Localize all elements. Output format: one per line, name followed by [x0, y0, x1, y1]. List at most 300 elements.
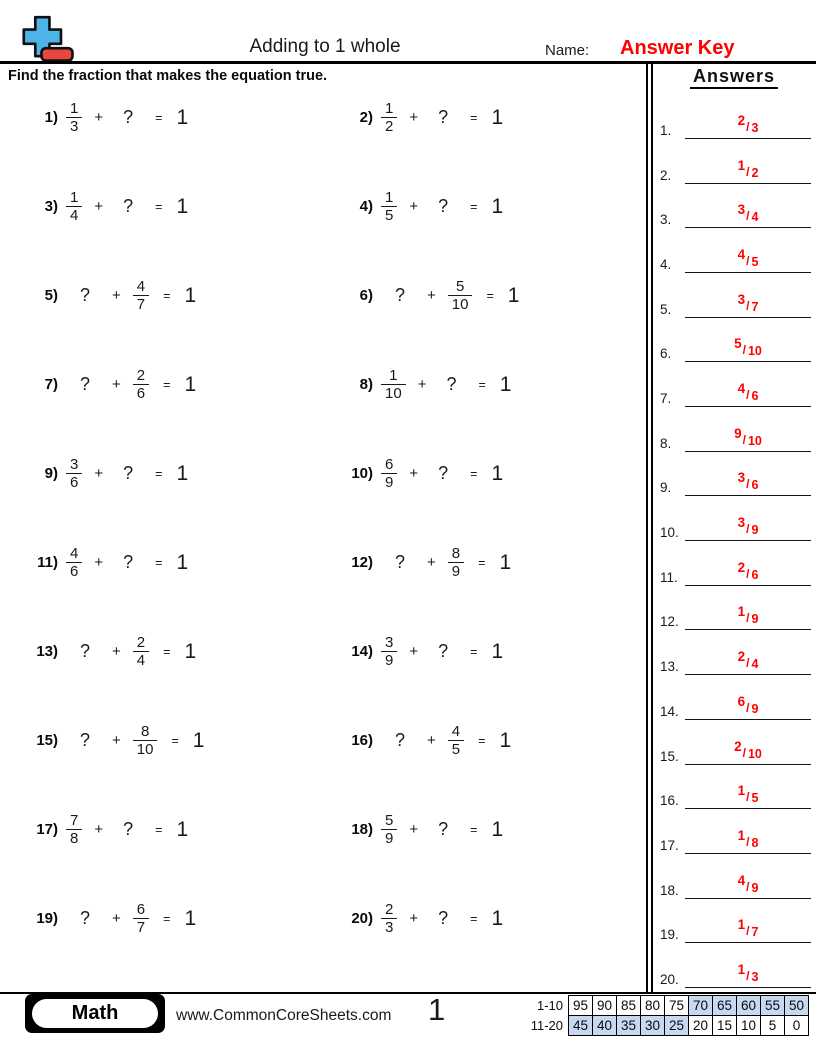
fraction	[133, 723, 158, 759]
whole-one: 1	[176, 194, 189, 218]
answer-blank-line	[685, 361, 811, 362]
answer-fraction	[685, 917, 811, 940]
website-url: www.CommonCoreSheets.com	[176, 1007, 392, 1024]
equals-sign: =	[470, 466, 478, 481]
whole-one: 1	[184, 906, 197, 930]
whole-one: 1	[491, 906, 504, 930]
answer-blank-line	[685, 853, 811, 854]
fraction	[66, 545, 82, 581]
unknown-question-mark: ?	[80, 908, 91, 928]
answer-number: 1.	[660, 123, 672, 138]
equals-sign: =	[470, 644, 478, 659]
whole-one: 1	[499, 550, 512, 574]
fraction-numerator: 5	[385, 811, 394, 829]
plus-operator: +	[94, 554, 104, 571]
score-cell: 85	[617, 996, 641, 1016]
answer-blank-line	[685, 764, 811, 765]
problem-1	[22, 73, 327, 162]
answer-fraction	[685, 202, 811, 225]
fraction-numerator: 4	[136, 277, 146, 295]
plus-operator: +	[112, 643, 121, 660]
fraction	[133, 367, 149, 403]
unknown-question-mark: ?	[123, 107, 134, 127]
problem-number: 10)	[351, 465, 373, 482]
fraction-numerator: 2	[385, 900, 394, 918]
subject-badge	[25, 994, 165, 1033]
answer-number: 15.	[660, 748, 679, 764]
fraction-denominator: 3	[66, 117, 82, 135]
answer-blank-line	[685, 406, 811, 407]
fraction	[66, 812, 82, 848]
fraction-slash: /	[746, 656, 750, 671]
score-cell: 60	[737, 996, 761, 1016]
answer-denominator: 9	[751, 701, 759, 716]
score-cell: 55	[761, 996, 785, 1016]
equals-sign: =	[155, 822, 163, 837]
problem-16	[337, 696, 642, 785]
fraction-numerator: 6	[136, 900, 146, 918]
fraction-denominator: 10	[133, 740, 158, 758]
answer-blank-line	[685, 272, 811, 273]
problem-number: 19)	[36, 910, 58, 927]
answer-number: 11.	[660, 569, 678, 585]
unknown-question-mark: ?	[395, 285, 406, 305]
answer-numerator: 5	[734, 336, 742, 352]
fraction-denominator: 10	[448, 295, 473, 313]
answer-row-17	[656, 820, 814, 854]
answer-numerator: 4	[737, 872, 746, 888]
problem-8	[337, 340, 642, 429]
fraction-slash: /	[746, 611, 750, 626]
answer-fraction	[685, 113, 811, 136]
plus-operator: +	[417, 376, 427, 393]
fraction-numerator: 4	[70, 544, 79, 562]
fraction-slash: /	[746, 700, 750, 715]
answer-numerator: 1	[737, 917, 746, 933]
problem-number: 14)	[351, 643, 373, 660]
problem-number: 13)	[36, 643, 58, 660]
unknown-question-mark: ?	[438, 107, 449, 127]
answer-numerator: 3	[737, 291, 746, 307]
answer-denominator: 4	[751, 210, 759, 225]
plus-operator: +	[409, 198, 419, 215]
answer-row-11	[656, 552, 814, 586]
answer-number: 6.	[660, 346, 672, 362]
score-cell: 10	[737, 1016, 761, 1036]
answer-denominator: 10	[747, 746, 762, 761]
score-cell: 75	[665, 996, 689, 1016]
answer-key-text: Answer Key	[620, 37, 735, 59]
problem-number: 5)	[44, 287, 58, 304]
answer-blank-line	[685, 719, 811, 720]
answer-fraction	[685, 872, 811, 896]
answer-denominator: 7	[751, 299, 759, 314]
problem-number: 11)	[37, 554, 58, 571]
problem-number: 3)	[44, 198, 58, 215]
fraction-numerator: 4	[451, 722, 461, 740]
fraction-numerator: 2	[136, 366, 146, 384]
answer-fraction	[685, 693, 811, 717]
answer-denominator: 7	[751, 925, 759, 940]
answer-row-2	[656, 150, 814, 184]
fraction-denominator: 7	[133, 295, 149, 313]
equals-sign: =	[163, 288, 171, 303]
problem-number: 9)	[44, 465, 58, 482]
answer-row-18	[656, 865, 814, 899]
fraction-denominator: 5	[381, 206, 397, 224]
problem-number: 12)	[351, 554, 373, 571]
answer-numerator: 3	[737, 515, 746, 531]
answer-numerator: 4	[737, 247, 746, 263]
fraction-numerator: 1	[385, 188, 394, 206]
unknown-question-mark: ?	[80, 285, 91, 305]
fraction-slash: /	[746, 298, 750, 313]
unknown-question-mark: ?	[446, 374, 457, 394]
answer-denominator: 9	[751, 612, 759, 627]
score-range-label: 11-20	[530, 1018, 563, 1033]
plus-operator: +	[409, 109, 419, 126]
answer-number: 13.	[660, 659, 679, 675]
fraction-denominator: 10	[381, 384, 406, 402]
answer-denominator: 10	[747, 344, 762, 359]
whole-one: 1	[176, 817, 189, 841]
whole-one: 1	[491, 817, 504, 841]
fraction-denominator: 9	[381, 829, 397, 847]
fraction-numerator: 8	[451, 544, 461, 562]
name-label: Name:	[545, 42, 590, 59]
answer-denominator: 6	[751, 478, 759, 493]
problem-14	[337, 607, 642, 696]
unknown-question-mark: ?	[438, 908, 449, 928]
problem-3	[22, 162, 327, 251]
answer-row-19	[656, 909, 814, 943]
fraction-denominator: 7	[133, 918, 149, 936]
fraction-denominator: 4	[133, 651, 149, 669]
fraction-denominator: 9	[448, 562, 464, 580]
whole-one: 1	[184, 639, 197, 663]
problem-number: 6)	[359, 287, 373, 304]
answer-denominator: 5	[751, 791, 759, 806]
fraction-slash: /	[742, 343, 746, 358]
answer-blank-line	[685, 674, 811, 675]
answer-blank-line	[685, 227, 811, 228]
fraction-numerator: 1	[70, 99, 79, 117]
fraction	[381, 100, 397, 136]
problem-number: 15)	[36, 732, 58, 749]
unknown-question-mark: ?	[123, 819, 134, 839]
answer-numerator: 2	[734, 738, 742, 754]
answer-blank-line	[685, 942, 811, 943]
answer-row-5	[656, 284, 814, 318]
fraction-numerator: 1	[385, 99, 394, 117]
fraction-denominator: 2	[381, 117, 397, 135]
score-cell: 20	[689, 1016, 713, 1036]
answer-numerator: 1	[737, 604, 746, 620]
answer-number: 18.	[660, 882, 679, 898]
answer-blank-line	[685, 183, 811, 184]
equals-sign: =	[478, 377, 486, 392]
fraction-slash: /	[746, 924, 750, 939]
fraction-slash: /	[746, 120, 750, 134]
equals-sign: =	[470, 822, 478, 837]
fraction-slash: /	[746, 477, 750, 492]
score-cell: 0	[785, 1016, 809, 1036]
answer-number: 16.	[660, 793, 679, 809]
answer-denominator: 4	[751, 657, 759, 672]
unknown-question-mark: ?	[438, 463, 449, 483]
problem-number: 18)	[351, 821, 373, 838]
plus-operator: +	[94, 198, 104, 215]
equals-sign: =	[171, 733, 179, 748]
problem-number: 2)	[359, 109, 373, 126]
plus-operator: +	[112, 732, 121, 749]
answer-fraction	[685, 291, 811, 315]
answer-denominator: 9	[751, 523, 759, 538]
fraction-numerator: 2	[136, 633, 146, 651]
answer-numerator: 1	[737, 961, 746, 977]
unknown-question-mark: ?	[80, 641, 91, 661]
problem-number: 20)	[351, 910, 373, 927]
problem-4	[337, 162, 642, 251]
equals-sign: =	[470, 110, 478, 125]
fraction-numerator: 5	[455, 277, 465, 295]
answer-numerator: 1	[737, 157, 746, 173]
answers-title-text: Answers	[690, 66, 778, 89]
answer-fraction	[685, 604, 811, 627]
answer-number: 3.	[660, 212, 672, 228]
answer-fraction	[685, 559, 811, 583]
whole-one: 1	[507, 283, 520, 307]
whole-one: 1	[184, 372, 197, 396]
equals-sign: =	[163, 644, 171, 659]
fraction-denominator: 3	[381, 918, 397, 936]
answer-row-3	[656, 194, 814, 228]
answer-number: 9.	[660, 480, 672, 496]
fraction-numerator: 6	[385, 455, 394, 473]
answer-blank-line	[685, 495, 811, 496]
fraction	[381, 367, 406, 403]
fraction-numerator: 1	[70, 188, 79, 206]
unknown-question-mark: ?	[123, 463, 134, 483]
answer-denominator: 6	[751, 389, 759, 404]
plus-operator: +	[94, 109, 104, 126]
unknown-question-mark: ?	[395, 730, 406, 750]
answer-fraction	[685, 157, 811, 181]
fraction-slash: /	[746, 388, 750, 403]
score-cell: 90	[593, 996, 617, 1016]
whole-one: 1	[184, 283, 197, 307]
plus-operator: +	[427, 287, 436, 304]
plus-operator: +	[112, 376, 121, 393]
unknown-question-mark: ?	[438, 819, 449, 839]
whole-one: 1	[499, 728, 512, 752]
fraction-denominator: 9	[381, 651, 397, 669]
answer-denominator: 3	[751, 969, 759, 984]
unknown-question-mark: ?	[123, 196, 134, 216]
problem-20	[337, 874, 642, 963]
instruction-text: Find the fraction that makes the equation true.	[8, 68, 328, 84]
score-cell: 15	[713, 1016, 737, 1036]
answer-number: 14.	[660, 703, 679, 719]
fraction-slash: /	[746, 209, 750, 224]
answer-fraction	[685, 827, 811, 851]
answer-number: 12.	[660, 614, 679, 630]
problem-7	[22, 340, 327, 429]
whole-one: 1	[499, 372, 512, 396]
answer-fraction	[685, 381, 811, 404]
fraction	[133, 901, 149, 937]
problem-number: 1)	[44, 109, 58, 126]
fraction-denominator: 6	[66, 562, 82, 580]
fraction	[381, 901, 397, 937]
answer-numerator: 6	[737, 693, 746, 709]
answer-row-13	[656, 641, 814, 675]
score-range-label: 1-10	[536, 998, 563, 1013]
fraction	[66, 100, 82, 136]
equals-sign: =	[470, 199, 478, 214]
fraction-denominator: 4	[66, 206, 82, 224]
score-cell: 45	[569, 1016, 593, 1036]
problem-number: 8)	[359, 376, 373, 393]
fraction-slash: /	[746, 834, 750, 849]
fraction	[448, 545, 464, 581]
answer-denominator: 9	[751, 880, 759, 895]
equals-sign: =	[478, 555, 486, 570]
unknown-question-mark: ?	[123, 552, 134, 572]
answer-numerator: 3	[737, 470, 746, 486]
page-number: 1	[428, 992, 446, 1027]
whole-one: 1	[176, 461, 189, 485]
score-cell: 70	[689, 996, 713, 1016]
fraction-numerator: 3	[385, 633, 394, 651]
answer-fraction	[685, 336, 811, 359]
answer-number: 7.	[660, 391, 672, 407]
answer-row-10	[656, 507, 814, 541]
answer-denominator: 3	[751, 121, 759, 135]
answer-fraction	[685, 470, 811, 493]
equals-sign: =	[163, 377, 171, 392]
answers-title	[656, 66, 812, 87]
answer-fraction	[685, 515, 811, 538]
fraction	[133, 634, 149, 670]
answer-fraction	[685, 738, 811, 762]
whole-one: 1	[176, 105, 189, 129]
answer-row-6	[656, 328, 814, 362]
answer-number: 10.	[660, 525, 679, 541]
answer-row-9	[656, 462, 814, 496]
fraction	[381, 189, 397, 225]
plus-operator: +	[427, 554, 436, 571]
problem-11	[22, 518, 327, 607]
answer-numerator: 1	[737, 783, 746, 799]
answer-row-7	[656, 373, 814, 407]
answer-number: 19.	[660, 927, 679, 943]
plus-operator: +	[112, 287, 121, 304]
score-cell: 40	[593, 1016, 617, 1036]
fraction-slash: /	[746, 790, 750, 805]
answer-row-12	[656, 596, 814, 630]
plus-operator: +	[409, 821, 419, 838]
plus-operator: +	[409, 643, 419, 660]
problem-12	[337, 518, 642, 607]
plus-operator: +	[94, 465, 104, 482]
fraction-numerator: 3	[70, 455, 79, 473]
answer-blank-line	[685, 451, 811, 452]
fraction	[448, 723, 464, 759]
fraction-denominator: 6	[133, 384, 149, 402]
problem-5	[22, 251, 327, 340]
answer-number: 8.	[660, 435, 672, 451]
answer-blank-line	[685, 540, 811, 541]
fraction	[448, 278, 473, 314]
page-title: Adding to 1 whole	[249, 36, 401, 57]
equals-sign: =	[155, 466, 163, 481]
unknown-question-mark: ?	[438, 196, 449, 216]
answer-numerator: 1	[737, 827, 746, 843]
whole-one: 1	[491, 194, 504, 218]
answer-row-16	[656, 775, 814, 809]
score-cell: 30	[641, 1016, 665, 1036]
answer-numerator: 4	[737, 381, 746, 397]
fraction	[381, 634, 397, 670]
answer-numerator: 9	[734, 425, 742, 441]
answer-blank-line	[685, 629, 811, 630]
answer-denominator: 2	[751, 165, 759, 180]
answer-denominator: 8	[751, 835, 759, 850]
fraction-slash: /	[746, 164, 750, 179]
answer-denominator: 5	[751, 255, 759, 270]
problem-6	[337, 251, 642, 340]
subject-badge-label: Math	[32, 999, 158, 1028]
score-cell: 25	[665, 1016, 689, 1036]
plus-operator: +	[427, 732, 436, 749]
fraction-denominator: 9	[381, 473, 397, 491]
fraction-slash: /	[746, 968, 750, 983]
answer-row-4	[656, 239, 814, 273]
answers-divider-line	[646, 64, 653, 992]
problem-10	[337, 429, 642, 518]
unknown-question-mark: ?	[80, 374, 91, 394]
answer-row-20	[656, 954, 814, 988]
equals-sign: =	[155, 555, 163, 570]
answer-row-15	[656, 731, 814, 765]
equals-sign: =	[478, 733, 486, 748]
problem-number: 4)	[359, 198, 373, 215]
problem-number: 7)	[44, 376, 58, 393]
score-row-1	[520, 996, 809, 1016]
fraction-numerator: 7	[70, 811, 79, 829]
problem-19	[22, 874, 327, 963]
score-cell: 95	[569, 996, 593, 1016]
answer-number: 20.	[660, 971, 679, 987]
unknown-question-mark: ?	[395, 552, 406, 572]
unknown-question-mark: ?	[80, 730, 91, 750]
answer-row-1	[656, 105, 814, 139]
answer-numerator: 2	[737, 113, 746, 128]
plus-operator: +	[94, 821, 104, 838]
fraction-denominator: 6	[66, 473, 82, 491]
answer-number: 4.	[660, 257, 672, 273]
answer-number: 2.	[660, 167, 672, 183]
answer-row-14	[656, 686, 814, 720]
problem-13	[22, 607, 327, 696]
answer-blank-line	[685, 987, 811, 988]
answer-blank-line	[685, 585, 811, 586]
answer-numerator: 3	[737, 202, 746, 218]
score-cell: 80	[641, 996, 665, 1016]
equals-sign: =	[163, 911, 171, 926]
answer-fraction	[685, 649, 811, 672]
